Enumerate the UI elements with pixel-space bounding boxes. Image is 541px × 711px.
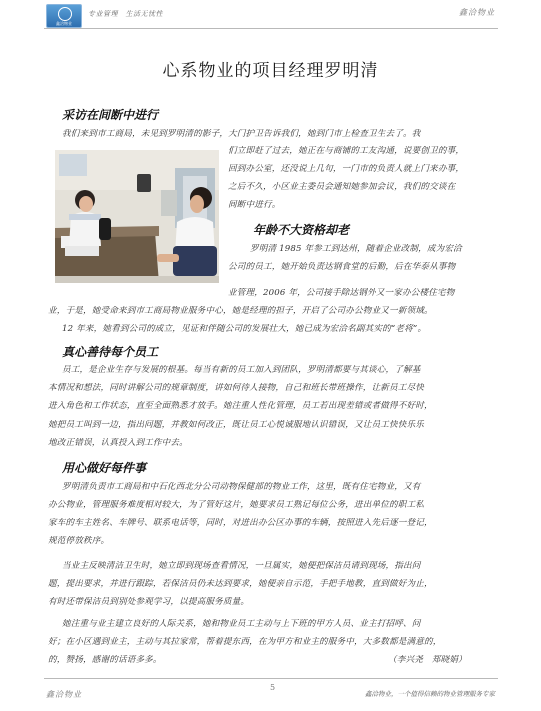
body-line: 12 年来，她看到公司的成立，见证和伴随公司的发展壮大，她已成为宏洽名副其实的“老将”。 xyxy=(62,324,427,334)
body-line: 好；在小区遇到业主，主动与其拉家常，帮着提东西，在为甲方和业主的服务中，大多数都是满意的， xyxy=(48,637,442,647)
company-logo xyxy=(46,4,82,28)
body-line: 进入角色和工作状态，直至全面熟悉才放手。她注重人性化管理，员工若出现差错或者做得不好时， xyxy=(48,401,433,411)
body-line: 办公物业，管理服务难度相对较大，为了管好这片，她要求员工熟记每位公务，进出单位的职工私 xyxy=(48,500,424,510)
body-line: 们立即赶了过去，她正在与商铺的工友沟通，说要创卫的事， xyxy=(228,146,465,156)
interview-photo-illustration xyxy=(55,150,219,283)
interview-photo xyxy=(55,150,219,283)
body-line: 我们来到市工商局，未见到罗明清的影子，大门护卫告诉我们，她到门市上检查卫生去了。我 xyxy=(62,129,421,139)
page-header xyxy=(0,0,541,30)
body-line: 员工，是企业生存与发展的根基。每当有新的员工加入到团队，罗明清都要与其谈心，了解基 xyxy=(62,365,421,375)
body-line: 之后不久，小区业主委员会通知她参加会议，我们的交谈在 xyxy=(228,182,456,192)
body-line: 规范停放秩序。 xyxy=(48,536,110,546)
body-line: 的，赞扬，感谢的话语多多。 xyxy=(48,655,162,665)
logo-emblem-icon xyxy=(58,7,72,21)
footer-slogan: 鑫洽物业，一个值得信赖的物业管理服务专家 xyxy=(365,690,495,698)
header-divider xyxy=(44,28,498,29)
footer-brand: 鑫洽物业 xyxy=(46,690,82,699)
body-line: 家车的车主姓名、车牌号、联系电话等，同时，对进出办公区办事的车辆，按照进入先后逐一登记， xyxy=(48,518,433,528)
body-line: 题，提出要求，并进行跟踪，若保洁员仍未达到要求，她便亲自示范，手把手地教，直到做好为止， xyxy=(48,579,433,589)
body-line: 本情况和想法，同时讲解公司的规章制度，讲如何待人接物，自己和班长带班操作，让新员工尽快 xyxy=(48,383,424,393)
footer-divider xyxy=(44,678,498,679)
body-line: 罗明清 1985 年参工到达州，随着企业改制，成为宏洽 xyxy=(250,244,462,254)
logo-caption: 鑫洽物业 xyxy=(56,21,72,26)
body-line: 罗明清负责市工商局和中石化西北分公司动物保健部的物业工作，这里，既有住宅物业，又有 xyxy=(62,482,421,492)
body-line: 她注重与业主建立良好的人际关系，她和物业员工主动与上下班的甲方人员、业主打招呼、问 xyxy=(62,619,421,629)
section-heading-interview: 采访在间断中进行 xyxy=(62,108,159,122)
header-slogan: 专业管理 生活无忧性 xyxy=(88,10,163,18)
article-byline: （李兴尧 郑晓娟） xyxy=(388,655,467,665)
body-line: 业，于是，她受命来到市工商局物业服务中心，她是经理的担子，开启了公司办公物业又一新领域。 xyxy=(48,306,433,316)
body-line: 业管理，2006 年，公司接手除达钢外又一家办公楼住宅物 xyxy=(228,288,455,298)
page-number: 5 xyxy=(270,683,276,692)
body-line: 间断中进行。 xyxy=(228,200,281,210)
body-line: 回到办公室，还没说上几句，一门市的负责人就上门来办事， xyxy=(228,164,465,174)
section-heading-diligence: 用心做好每件事 xyxy=(62,461,147,475)
body-line: 当业主反映清洁卫生时，她立即到现场查看情况，一旦属实，她便把保洁员请到现场，指出问 xyxy=(62,561,421,571)
header-brand: 鑫洽物业 xyxy=(459,8,495,17)
page-title: 心系物业的项目经理罗明清 xyxy=(162,61,379,81)
section-heading-veteran: 年龄不大资格却老 xyxy=(253,223,350,237)
body-line: 有时还带保洁员到别处参观学习，以提高服务质量。 xyxy=(48,597,250,607)
body-line: 地改正错误，认真投入到工作中去。 xyxy=(48,438,188,448)
body-line: 她把员工叫到一边，指出问题，并教如何改正，既让员工心悦诚服地认识错误，又让员工快快乐乐 xyxy=(48,420,424,430)
body-line: 公司的员工，她开始负责达钢食堂的后勤，后在华泰从事物 xyxy=(228,262,456,272)
section-heading-staff: 真心善待每个员工 xyxy=(62,345,159,359)
